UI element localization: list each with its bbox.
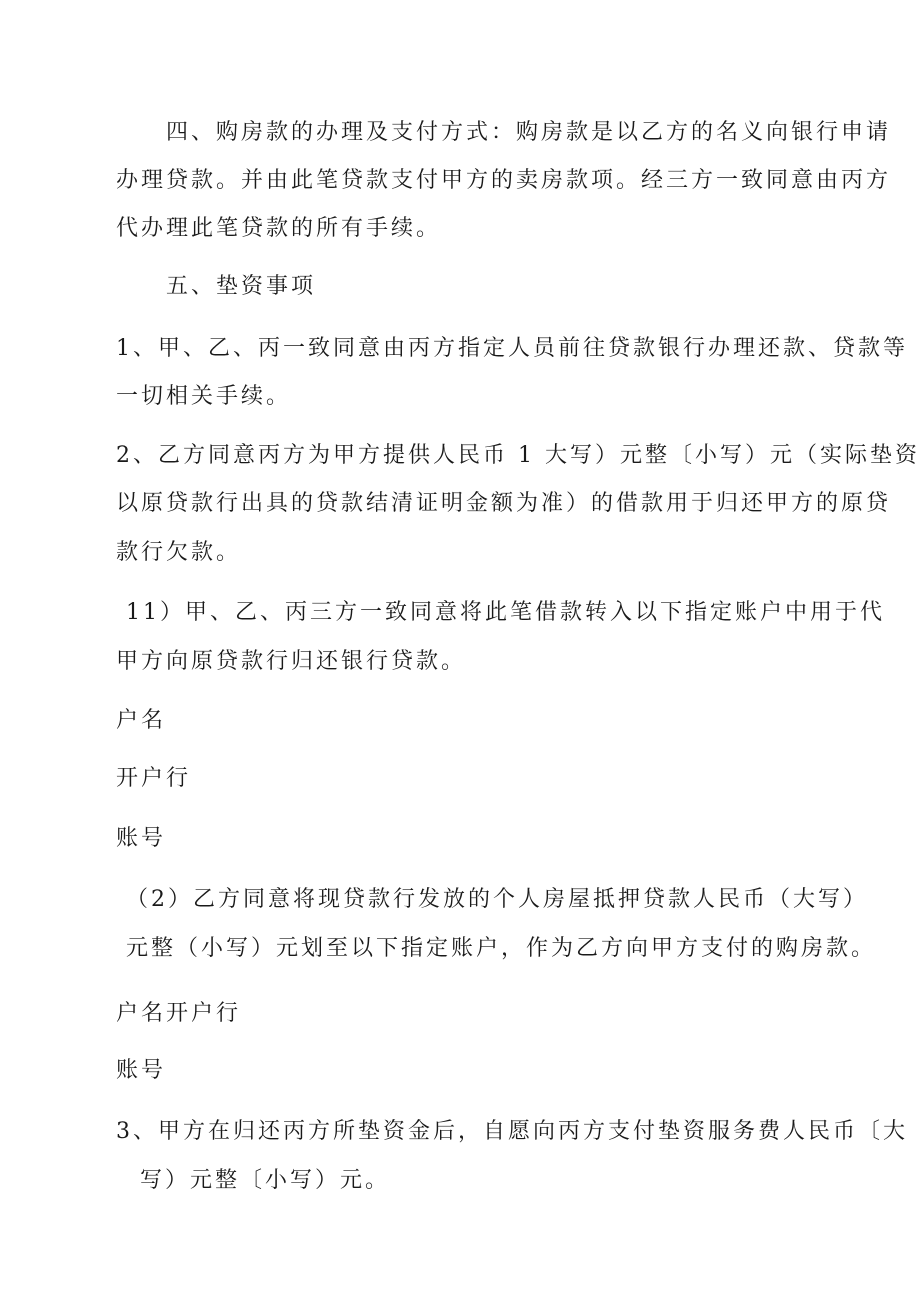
paragraph-4-line-1: 四、购房款的办理及支付方式：购房款是以乙方的名义向银行申请: [166, 120, 892, 145]
account-number-label-2: 账号: [116, 1058, 167, 1083]
sub-item-2-line-1: （2）乙方同意将现贷款行发放的个人房屋抵押贷款人民币（大写）: [126, 887, 868, 912]
item-2-line-3: 款行欠款。: [116, 540, 242, 565]
paragraph-4-line-3: 代办理此笔贷款的所有手续。: [116, 216, 442, 241]
item-3-line-2: 写）元整〔小写）元。: [140, 1168, 391, 1193]
opening-bank-label: 开户行: [116, 766, 192, 791]
account-name-bank-label: 户名开户行: [116, 1001, 242, 1026]
item-2-line-2: 以原贷款行出具的贷款结清证明金额为准）的借款用于归还甲方的原贷: [116, 491, 892, 516]
sub-item-2-line-2: 元整（小写）元划至以下指定账户，作为乙方向甲方支付的购房款。: [126, 936, 877, 961]
item-1-line-2: 一切相关手续。: [116, 384, 292, 409]
paragraph-4-line-2: 办理贷款。并由此笔贷款支付甲方的卖房款项。经三方一致同意由丙方: [116, 168, 892, 193]
section-5-heading: 五、垫资事项: [166, 274, 317, 299]
item-1-line-1: 1、甲、乙、丙一致同意由丙方指定人员前往贷款银行办理还款、贷款等: [116, 336, 908, 361]
item-2-line-1: 2、乙方同意丙方为甲方提供人民币 1 大写）元整〔小写）元（实际垫资: [116, 443, 920, 468]
account-name-label: 户名: [116, 708, 167, 733]
sub-item-1-line-2: 甲方向原贷款行归还银行贷款。: [116, 649, 467, 674]
sub-item-1-line-1: 11）甲、乙、丙三方一致同意将此笔借款转入以下指定账户中用于代: [126, 600, 885, 625]
item-3-line-1: 3、甲方在归还丙方所垫资金后，自愿向丙方支付垫资服务费人民币〔大: [116, 1119, 908, 1144]
account-number-label: 账号: [116, 826, 167, 851]
